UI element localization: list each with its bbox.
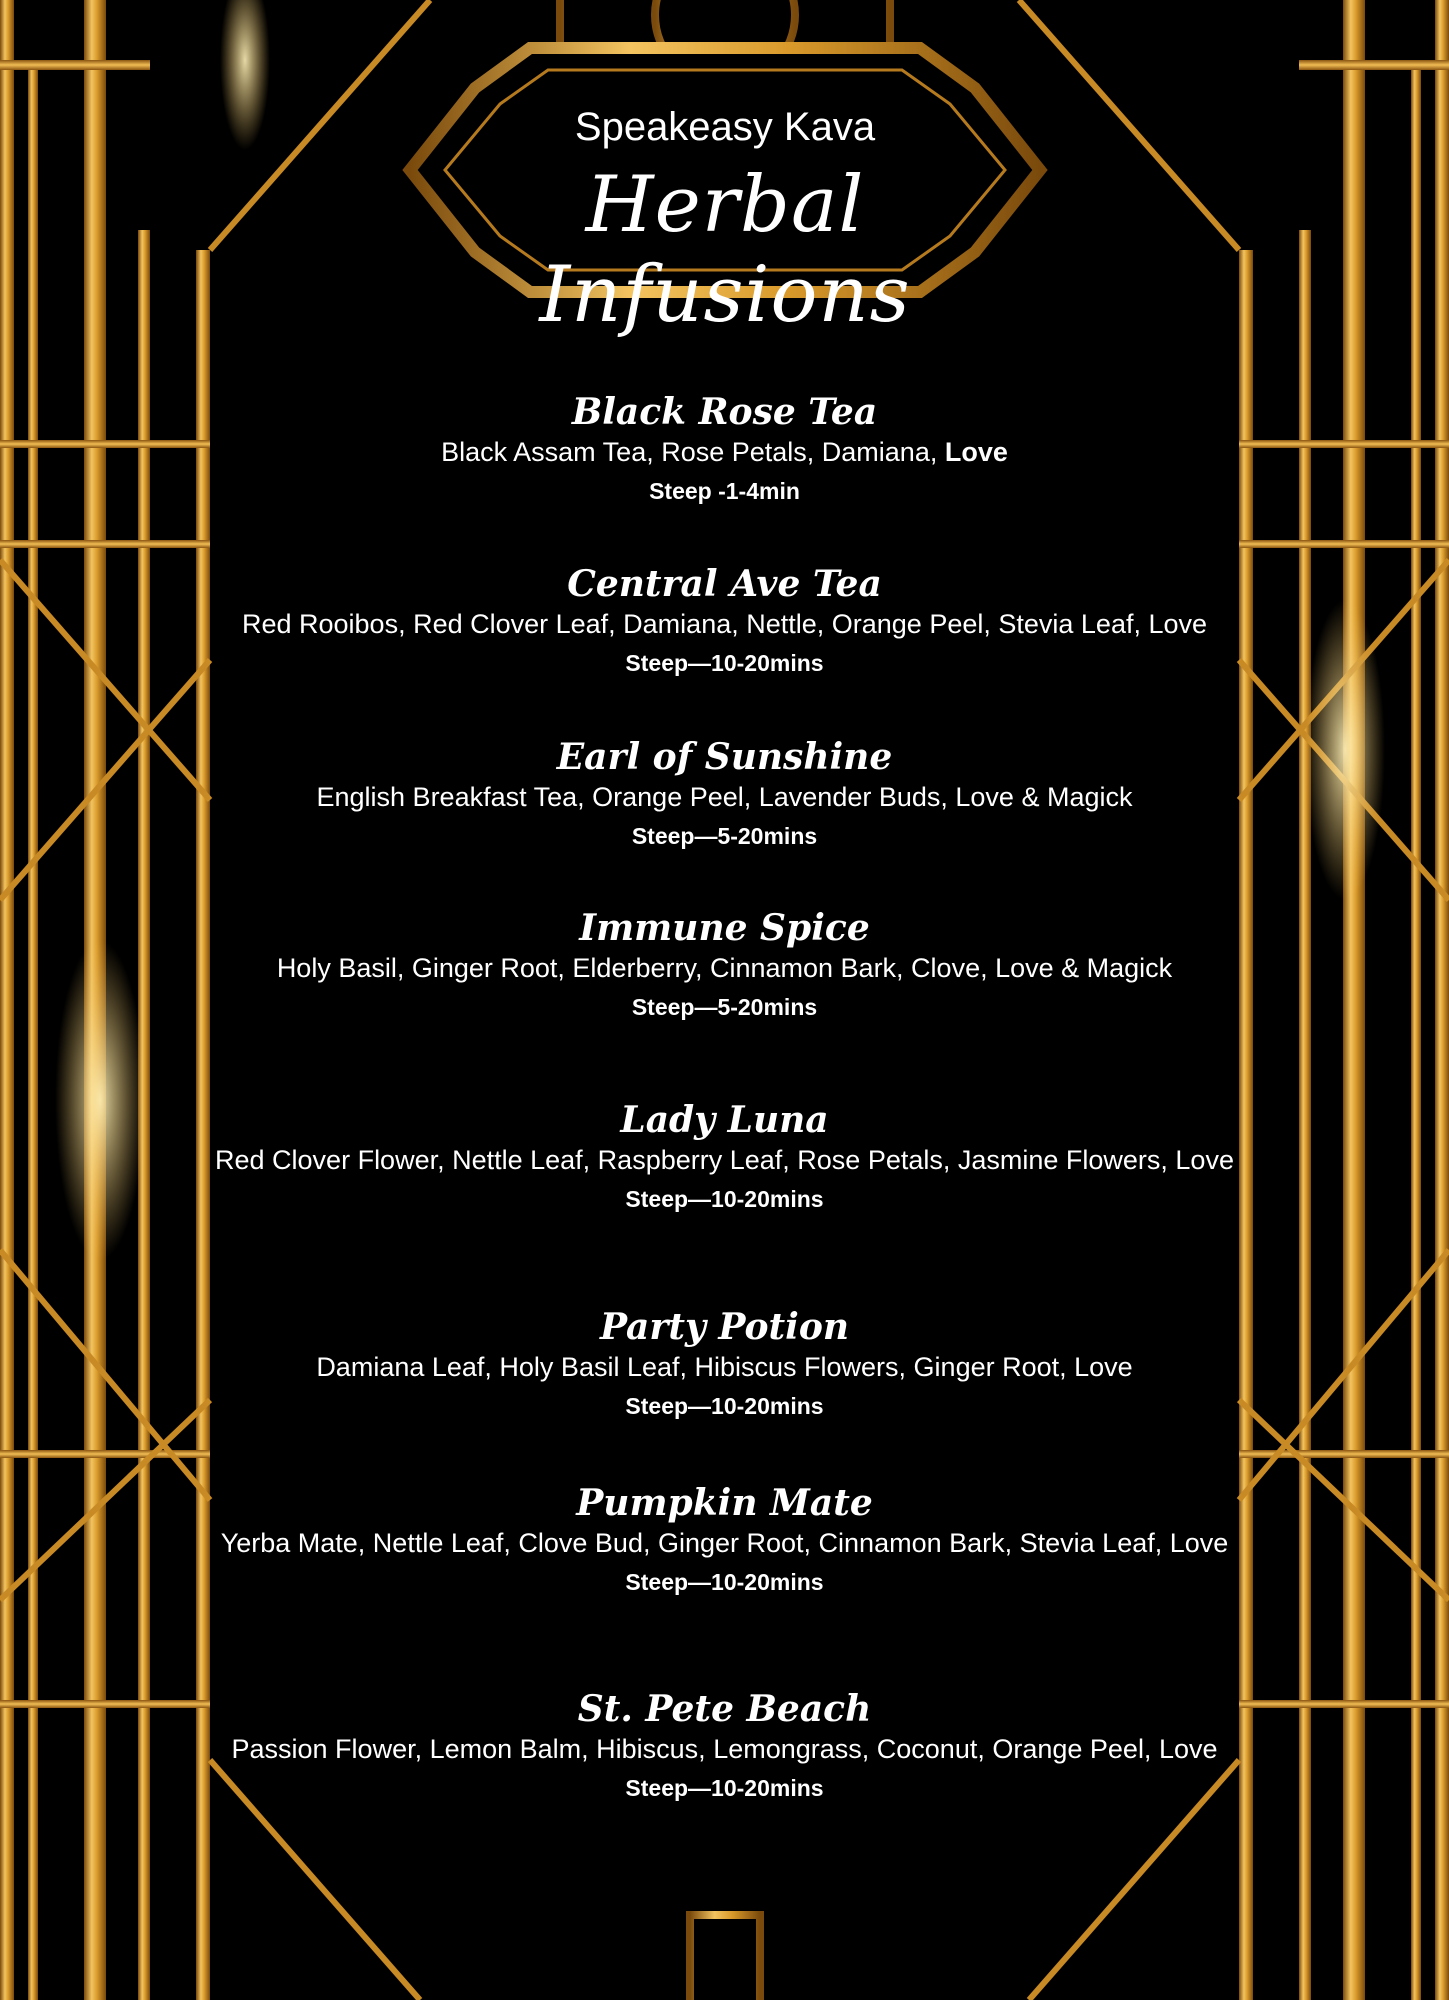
ingredients-text: Damiana Leaf, Holy Basil Leaf, Hibiscus Flowers, Ginger Root, Love: [316, 1352, 1133, 1382]
menu-item: [212, 906, 1237, 1022]
ingredients-text: Passion Flower, Lemon Balm, Hibiscus, Lemongrass, Coconut, Orange Peel, Love: [231, 1734, 1218, 1764]
ingredients-bold-text: Love: [944, 437, 1008, 467]
menu-item: [212, 390, 1237, 506]
item-name: Central Ave Tea: [567, 563, 882, 605]
item-steep-time: Steep—5-20mins: [631, 994, 818, 1020]
item-ingredients: [212, 1146, 1237, 1175]
item-name: Lady Luna: [620, 1099, 829, 1141]
ingredients-text: Red Clover Flower, Nettle Leaf, Raspberry Leaf, Rose Petals, Jasmine Flowers, Love: [215, 1145, 1234, 1175]
item-name: Immune Spice: [579, 907, 870, 949]
item-ingredients: [212, 438, 1237, 467]
item-steep-time: Steep—10-20mins: [625, 1393, 824, 1419]
menu-item: [212, 735, 1237, 851]
ingredients-text: Red Rooibos, Red Clover Leaf, Damiana, Nettle, Orange Peel, Stevia Leaf, Love: [241, 609, 1208, 639]
menu-item: [212, 1098, 1237, 1214]
menu-item: [212, 562, 1237, 678]
ingredients-text: Holy Basil, Ginger Root, Elderberry, Cinnamon Bark, Clove, Love & Magick: [276, 953, 1173, 983]
item-name: Pumpkin Mate: [576, 1482, 873, 1524]
menu-item: [212, 1481, 1237, 1597]
item-ingredients: [212, 1529, 1237, 1558]
item-name: Party Potion: [599, 1306, 850, 1348]
item-name: Earl of Sunshine: [556, 736, 893, 778]
menu-item: [212, 1305, 1237, 1421]
item-name: Black Rose Tea: [571, 391, 878, 433]
bottom-ornament: [690, 1860, 760, 2000]
item-steep-time: Steep—10-20mins: [625, 1186, 824, 1212]
menu-item: [212, 1687, 1237, 1803]
item-ingredients: [212, 1353, 1237, 1382]
title-block: [440, 55, 1010, 340]
item-ingredients: [212, 610, 1237, 639]
item-steep-time: Steep -1-4min: [649, 478, 800, 504]
item-ingredients: [212, 954, 1237, 983]
item-ingredients: [212, 1735, 1237, 1764]
brand-name: Speakeasy Kava: [574, 105, 876, 149]
ingredients-text: English Breakfast Tea, Orange Peel, Lavender Buds, Love & Magick: [316, 782, 1133, 812]
ingredients-text: Yerba Mate, Nettle Leaf, Clove Bud, Ginger Root, Cinnamon Bark, Stevia Leaf, Love: [220, 1528, 1229, 1558]
item-steep-time: Steep—10-20mins: [625, 650, 824, 676]
item-steep-time: Steep—10-20mins: [625, 1569, 824, 1595]
item-steep-time: Steep—10-20mins: [625, 1775, 824, 1801]
item-steep-time: Steep—5-20mins: [631, 823, 818, 849]
menu-title: Herbal Infusions: [539, 160, 911, 340]
item-ingredients: [212, 783, 1237, 812]
ingredients-text: Black Assam Tea, Rose Petals, Damiana,: [441, 437, 945, 467]
item-name: St. Pete Beach: [577, 1688, 872, 1730]
